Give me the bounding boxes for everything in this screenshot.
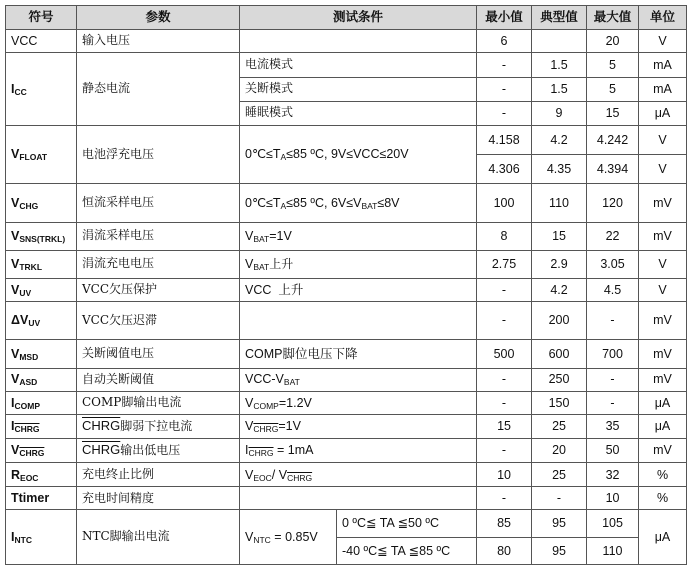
min-cell: -	[477, 53, 532, 77]
parameter-cell: COMP脚输出电流	[77, 391, 240, 414]
symbol-cell: $I_{CC}$	[6, 53, 77, 126]
unit-cell: μA	[639, 510, 687, 565]
symbol-cell: $V_{FLOAT}$	[6, 125, 77, 183]
min-cell: -	[477, 487, 532, 510]
table-row	[6, 125, 687, 154]
min-cell: 100	[477, 184, 532, 222]
unit-cell: mV	[639, 438, 687, 462]
min-cell: 10	[477, 463, 532, 487]
condition-cell: VCC 上升	[240, 278, 477, 301]
symbol-cell: $\Delta V_{UV}$	[6, 302, 77, 340]
max-cell: 700	[587, 340, 639, 368]
min-cell: 2.75	[477, 250, 532, 278]
unit-cell: V	[639, 30, 687, 53]
min-cell: -	[477, 278, 532, 301]
min-cell: 4.306	[477, 155, 532, 184]
table-row	[6, 30, 687, 53]
typ-cell: 150	[532, 391, 587, 414]
condition-cell: $0℃\le T_A\le 85$ ºC, $6V\le V_{BAT}\le 8V$	[240, 184, 477, 222]
unit-cell: V	[639, 155, 687, 184]
min-cell: 8	[477, 222, 532, 250]
typ-cell: 600	[532, 340, 587, 368]
symbol-cell: $I_{NTC}$	[6, 510, 77, 565]
header-condition: 测试条件	[240, 6, 477, 30]
condition-cell: 关断模式	[240, 77, 477, 101]
max-cell: 10	[587, 487, 639, 510]
max-cell: 110	[587, 537, 639, 564]
min-cell: -	[477, 438, 532, 462]
symbol-cell: Ttimer	[6, 487, 77, 510]
parameter-cell: 充电时间精度	[77, 487, 240, 510]
symbol-cell: $V_{MSD}$	[6, 340, 77, 368]
condition-cell: $V_{NTC} = 0.85V$	[240, 510, 337, 565]
symbol-cell: $V_{CHRG}$	[6, 438, 77, 462]
max-cell: 15	[587, 101, 639, 125]
typ-cell: 25	[532, 414, 587, 438]
min-cell: 15	[477, 414, 532, 438]
condition-cell: $V_{CHRG}=1V$	[240, 414, 477, 438]
parameter-cell: NTC脚输出电流	[77, 510, 240, 565]
table-row	[6, 487, 687, 510]
typ-cell: 250	[532, 368, 587, 391]
unit-cell: mV	[639, 222, 687, 250]
parameter-cell: VCC欠压迟滞	[77, 302, 240, 340]
min-cell: 85	[477, 510, 532, 537]
typ-cell: 1.5	[532, 77, 587, 101]
max-cell: 3.05	[587, 250, 639, 278]
unit-cell: mA	[639, 77, 687, 101]
max-cell: 5	[587, 53, 639, 77]
header-parameter: 参数	[77, 6, 240, 30]
unit-cell: μA	[639, 101, 687, 125]
condition-cell: $0℃\le T_A\le 85$ ºC, 9V≤VCC≤20V	[240, 125, 477, 183]
condition-cell: 睡眠模式	[240, 101, 477, 125]
parameter-cell: 静态电流	[77, 53, 240, 126]
max-cell: -	[587, 302, 639, 340]
unit-cell: V	[639, 125, 687, 154]
symbol-cell: $V_{CHG}$	[6, 184, 77, 222]
min-cell: -	[477, 302, 532, 340]
max-cell: 4.394	[587, 155, 639, 184]
typ-cell: 25	[532, 463, 587, 487]
symbol-cell: $V_{UV}$	[6, 278, 77, 301]
table-row	[6, 250, 687, 278]
table-row	[6, 368, 687, 391]
max-cell: 35	[587, 414, 639, 438]
header-max: 最大值	[587, 6, 639, 30]
max-cell: 50	[587, 438, 639, 462]
header-typ: 典型值	[532, 6, 587, 30]
min-cell: 6	[477, 30, 532, 53]
unit-cell: V	[639, 278, 687, 301]
header-symbol: 符号	[6, 6, 77, 30]
condition-cell	[240, 30, 477, 53]
min-cell: -	[477, 368, 532, 391]
max-cell: 4.242	[587, 125, 639, 154]
parameter-cell: 涓流充电电压	[77, 250, 240, 278]
parameter-cell: 恒流采样电压	[77, 184, 240, 222]
unit-cell: mA	[639, 53, 687, 77]
table-row	[6, 414, 687, 438]
condition-cell: $V_{BAT}=1V$	[240, 222, 477, 250]
max-cell: 105	[587, 510, 639, 537]
spec-table	[5, 5, 687, 565]
typ-cell: 2.9	[532, 250, 587, 278]
unit-cell: %	[639, 487, 687, 510]
max-cell: 20	[587, 30, 639, 53]
typ-cell: 15	[532, 222, 587, 250]
table-row	[6, 340, 687, 368]
condition-cell: 电流模式	[240, 53, 477, 77]
table-row	[6, 463, 687, 487]
parameter-cell: 自动关断阈值	[77, 368, 240, 391]
parameter-cell: 充电终止比例	[77, 463, 240, 487]
condition-cell: COMP脚位电压下降	[240, 340, 477, 368]
parameter-cell: 输入电压	[77, 30, 240, 53]
table-row	[6, 302, 687, 340]
table-row	[6, 222, 687, 250]
parameter-cell: 电池浮充电压	[77, 125, 240, 183]
condition-subcell: -40 ºC≦ TA ≦85 ºC	[337, 537, 477, 564]
unit-cell: mV	[639, 302, 687, 340]
parameter-cell: VCC欠压保护	[77, 278, 240, 301]
typ-cell: 110	[532, 184, 587, 222]
condition-cell: VCC-$V_{BAT}$	[240, 368, 477, 391]
symbol-cell: $V_{TRKL}$	[6, 250, 77, 278]
typ-cell: 95	[532, 537, 587, 564]
max-cell: -	[587, 368, 639, 391]
symbol-cell: $R_{EOC}$	[6, 463, 77, 487]
symbol-cell: $I_{COMP}$	[6, 391, 77, 414]
condition-cell	[240, 302, 477, 340]
max-cell: 22	[587, 222, 639, 250]
parameter-cell: 涓流采样电压	[77, 222, 240, 250]
unit-cell: V	[639, 250, 687, 278]
condition-cell: $I_{CHRG} = 1mA$	[240, 438, 477, 462]
typ-cell: 1.5	[532, 53, 587, 77]
condition-cell: $V_{EOC}/$ $V_{CHRG}$	[240, 463, 477, 487]
max-cell: 32	[587, 463, 639, 487]
typ-cell: 4.2	[532, 125, 587, 154]
typ-cell: 200	[532, 302, 587, 340]
typ-cell: 20	[532, 438, 587, 462]
unit-cell: μA	[639, 414, 687, 438]
table-row	[6, 391, 687, 414]
symbol-cell: $V_{SNS(TRKL)}$	[6, 222, 77, 250]
typ-cell: -	[532, 487, 587, 510]
min-cell: 500	[477, 340, 532, 368]
header-min: 最小值	[477, 6, 532, 30]
table-row	[6, 53, 687, 77]
symbol-cell: $V_{ASD}$	[6, 368, 77, 391]
unit-cell: μA	[639, 391, 687, 414]
condition-cell: $V_{COMP}=1.2V$	[240, 391, 477, 414]
header-unit: 单位	[639, 6, 687, 30]
typ-cell: 4.35	[532, 155, 587, 184]
min-cell: -	[477, 101, 532, 125]
typ-cell: 4.2	[532, 278, 587, 301]
min-cell: -	[477, 77, 532, 101]
typ-cell	[532, 30, 587, 53]
parameter-cell: CHRG输出低电压	[77, 438, 240, 462]
table-row	[6, 184, 687, 222]
max-cell: -	[587, 391, 639, 414]
parameter-cell: 关断阈值电压	[77, 340, 240, 368]
max-cell: 5	[587, 77, 639, 101]
condition-cell	[240, 487, 477, 510]
min-cell: 4.158	[477, 125, 532, 154]
symbol-cell: $I_{CHRG}$	[6, 414, 77, 438]
header-row	[6, 6, 687, 30]
max-cell: 4.5	[587, 278, 639, 301]
max-cell: 120	[587, 184, 639, 222]
condition-cell: $V_{BAT}$上升	[240, 250, 477, 278]
typ-cell: 9	[532, 101, 587, 125]
unit-cell: mV	[639, 340, 687, 368]
unit-cell: %	[639, 463, 687, 487]
parameter-cell: CHRG脚弱下拉电流	[77, 414, 240, 438]
typ-cell: 95	[532, 510, 587, 537]
unit-cell: mV	[639, 368, 687, 391]
table-row	[6, 510, 687, 537]
symbol-cell: VCC	[6, 30, 77, 53]
table-row	[6, 438, 687, 462]
min-cell: -	[477, 391, 532, 414]
table-row	[6, 278, 687, 301]
min-cell: 80	[477, 537, 532, 564]
condition-subcell: 0 ºC≦ TA ≦50 ºC	[337, 510, 477, 537]
unit-cell: mV	[639, 184, 687, 222]
